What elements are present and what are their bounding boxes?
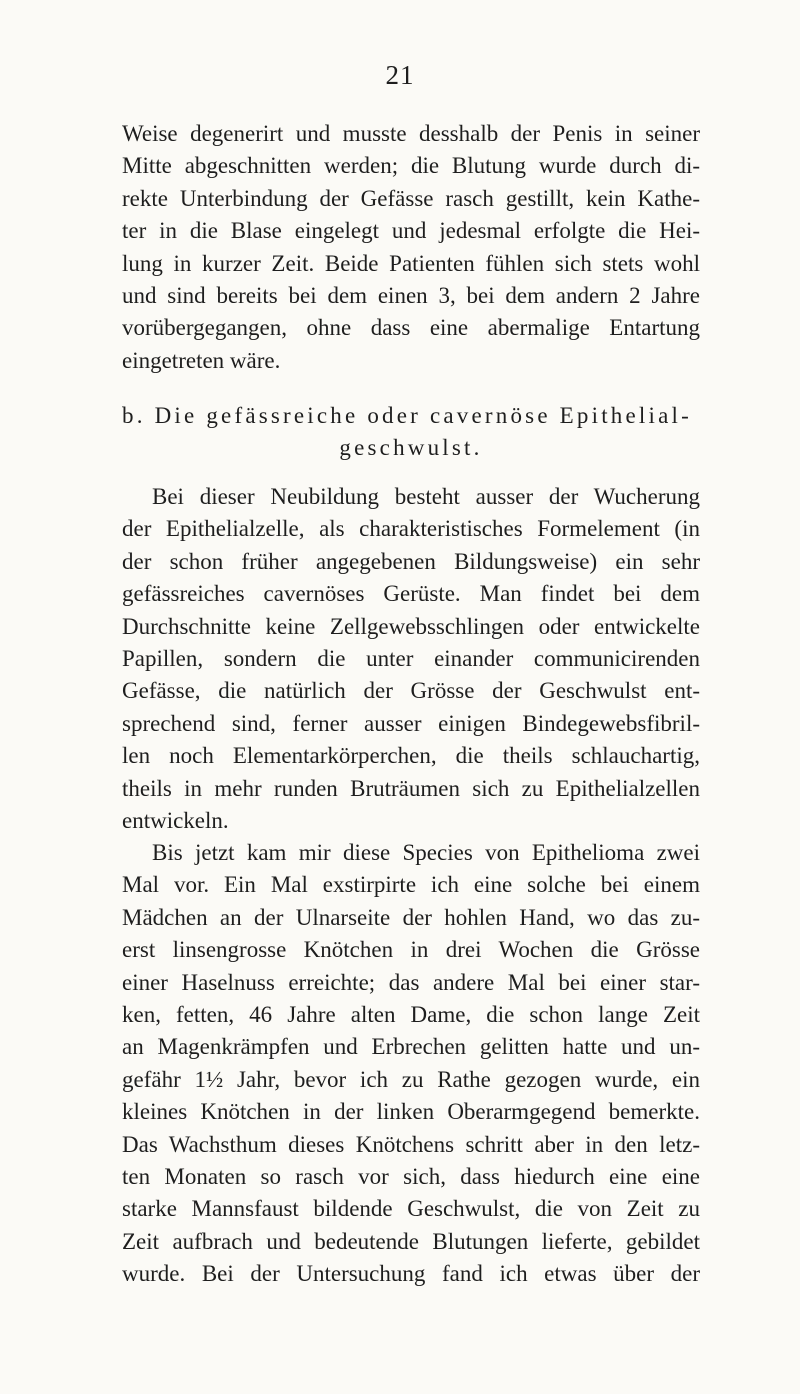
text-line: Das Wachsthum dieses Knötchens schritt aber in den letz- — [122, 1131, 700, 1157]
text-line: Weise degenerirt und musste desshalb der Penis in seiner — [122, 121, 700, 146]
text-line: gefässreiches cavernöses Gerüste. Man findet bei dem — [122, 581, 700, 607]
text-line: Papillen, sondern die unter einander communicirenden — [122, 646, 700, 672]
text-line: eingetreten wäre. — [122, 347, 281, 373]
text-line: len noch Elementarkörperchen, die theils schlauchartig, — [122, 743, 700, 769]
text-line: lung in kurzer Zeit. Beide Patienten fühlen sich stets wohl — [122, 250, 700, 276]
section-heading — [122, 400, 700, 465]
text-line: Bei dieser Neubildung besteht ausser der Wucherung — [152, 484, 700, 509]
text-line: an Magenkrämpfen und Erbrechen gelitten hatte und un- — [122, 1034, 700, 1060]
text-line: gefähr 1½ Jahr, bevor ich zu Rathe gezogen wurde, ein — [122, 1066, 700, 1092]
text-line: und sind bereits bei dem einen 3, bei dem andern 2 Jahre — [122, 283, 700, 309]
text-line: der schon früher angegebenen Bildungsweise) ein sehr — [122, 548, 700, 574]
section-heading-line-2: geschwulst. — [339, 435, 483, 461]
text-line: erst linsengrosse Knötchen in drei Wochen die Grösse — [122, 937, 700, 963]
text-line: vorübergegangen, ohne dass eine abermalige Entartung — [122, 315, 700, 341]
paragraph-2 — [122, 481, 700, 837]
text-line: ten Monaten so rasch vor sich, dass hiedurch eine eine — [122, 1164, 700, 1190]
text-line: Zeit aufbrach und bedeutende Blutungen lieferte, gebildet — [122, 1228, 700, 1254]
paragraph-1 — [122, 118, 700, 377]
text-line: Mal vor. Ein Mal exstirpirte ich eine solche bei einem — [122, 872, 700, 898]
text-line: einer Haselnuss erreichte; das andere Mal bei einer star- — [122, 969, 700, 995]
text-line: Mitte abgeschnitten werden; die Blutung wurde durch di- — [122, 153, 700, 179]
text-line: Mädchen an der Ulnarseite der hohlen Hand, wo das zu- — [122, 904, 700, 930]
text-line: theils in mehr runden Bruträumen sich zu Epithelialzellen — [122, 775, 700, 801]
text-line: wurde. Bei der Untersuchung fand ich etwas über der — [122, 1261, 700, 1287]
paragraph-3 — [122, 837, 700, 1291]
text-line: Bis jetzt kam mir diese Species von Epithelioma zwei — [152, 840, 700, 865]
text-line: ter in die Blase eingelegt und jedesmal erfolgte die Hei- — [122, 218, 700, 244]
text-line: ken, fetten, 46 Jahre alten Dame, die schon lange Zeit — [122, 1002, 700, 1028]
text-line: der Epithelialzelle, als charakteristisches Formelement (in — [122, 516, 700, 542]
text-line: kleines Knötchen in der linken Oberarmgegend bemerkte. — [122, 1099, 700, 1125]
text-line: entwickeln. — [122, 808, 229, 834]
page-number: 21 — [385, 60, 415, 90]
section-heading-line-1: b. Die gefässreiche oder cavernöse Epithelial- — [122, 403, 692, 428]
text-line: Gefässe, die natürlich der Grösse der Geschwulst ent- — [122, 678, 700, 704]
text-line: Durchschnitte keine Zellgewebsschlingen oder entwickelte — [122, 613, 700, 639]
text-line: sprechend sind, ferner ausser einigen Bindegewebsfibril- — [122, 710, 700, 736]
text-line: starke Mannsfaust bildende Geschwulst, die von Zeit zu — [122, 1196, 700, 1222]
text-line: rekte Unterbindung der Gefässe rasch gestillt, kein Kathe- — [122, 185, 700, 211]
